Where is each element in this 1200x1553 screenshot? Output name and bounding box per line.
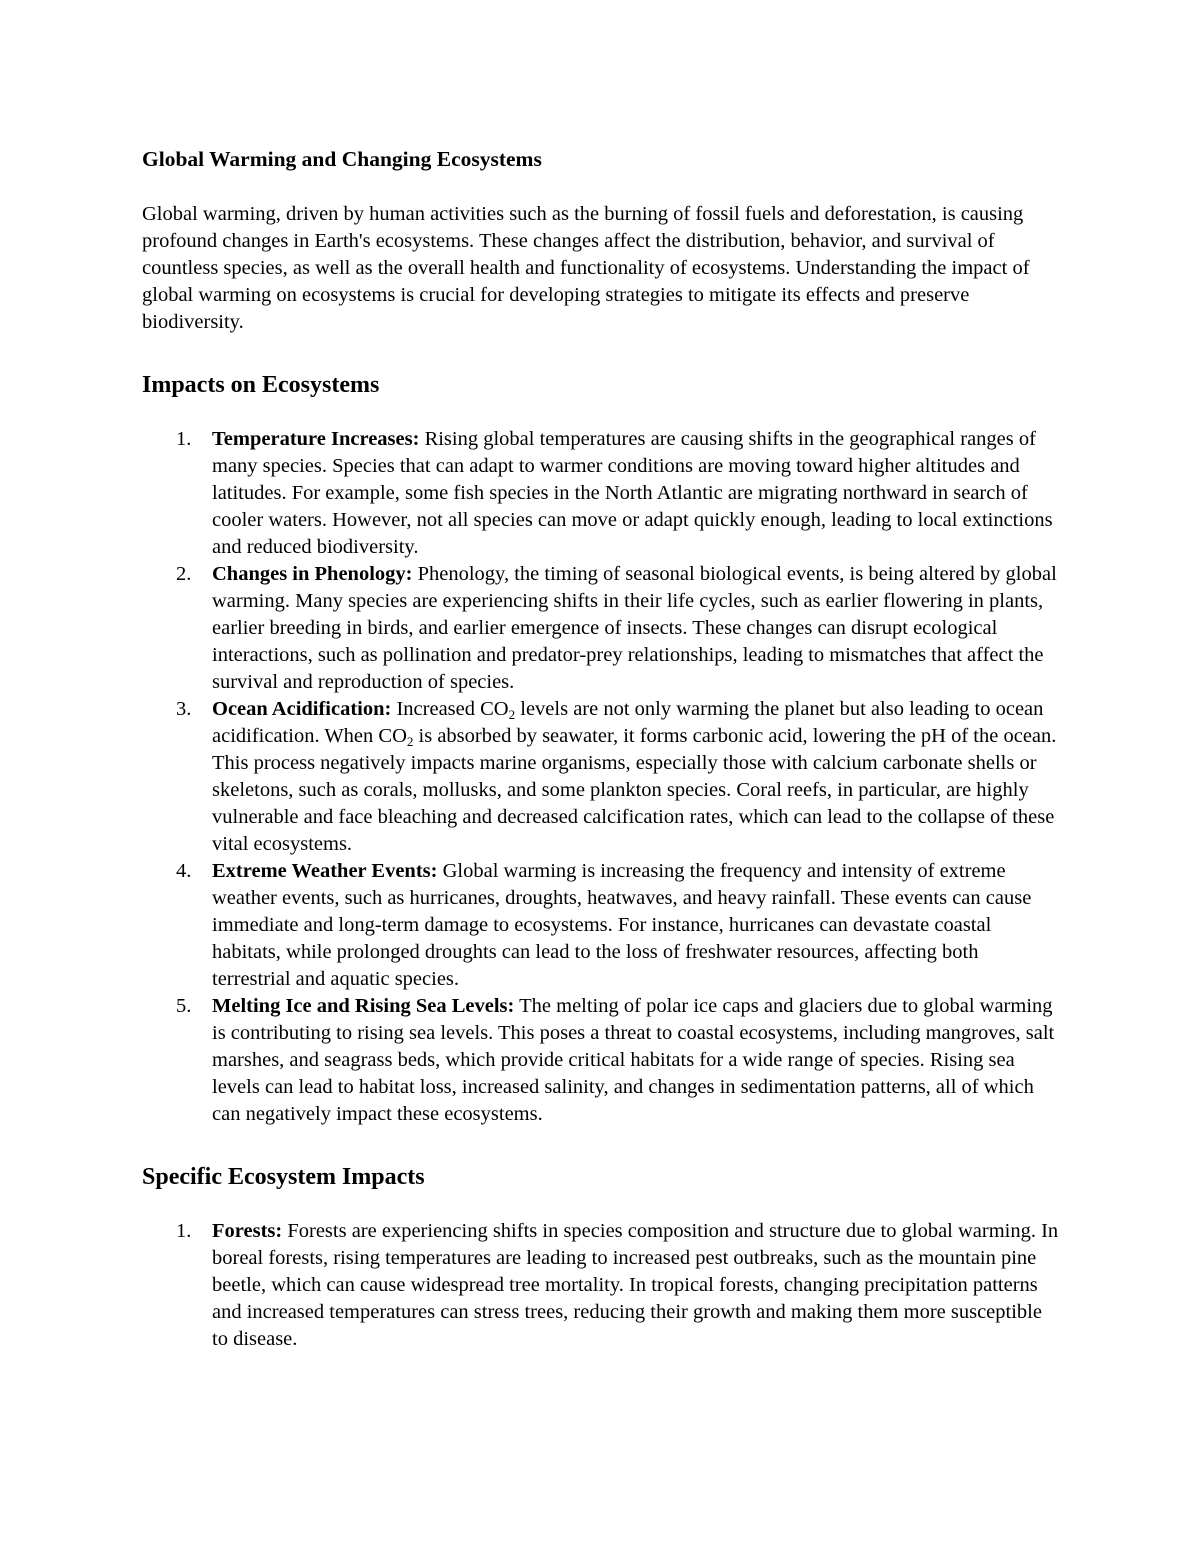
subscript: 2 [508,707,516,722]
list-number: 1. [176,1220,192,1242]
intro-paragraph: Global warming, driven by human activities such as the burning of fossil fuels and deforestation, is causing profound changes in Earth's ecosystems. These changes affect the distribution, behavior, and survival of countless species, as well as the overall health and functionality of ecosystems. Understanding the impact of global warming on ecosystems is crucial for developing strategies to mitigate its effects and preserve biodiversity. [142,203,1030,333]
list-number: 5. [176,995,192,1017]
section-heading-impacts: Impacts on Ecosystems [142,372,380,398]
list-item-text: Phenology, the timing of seasonal biological events, is being altered by global warming. Many species are experiencing shifts in their life cycles, such as earlier flowering in plants, earlier breeding in birds, and earlier emergence of insects. These changes can disrupt ecological interactions, such as pollination and predator-prey relationships, leading to mismatches that affect the survival and reproduction of species. [212,563,1057,693]
list-item-term: Extreme Weather Events: [212,860,438,882]
list-item-term: Ocean Acidification: [212,698,392,720]
list-number: 1. [176,428,192,450]
section-heading-specific: Specific Ecosystem Impacts [142,1164,425,1190]
list-item [142,993,1062,1128]
list-item-text: is absorbed by seawater, it forms carbonic acid, lowering the pH of the ocean. This process negatively impacts marine organisms, especially those with calcium carbonate shells or skeletons, such as corals, mollusks, and some plankton species. Coral reefs, in particular, are highly vulnerable and face bleaching and decreased calcification rates, which can lead to the collapse of these vital ecosystems. [212,725,1057,855]
list-item [142,858,1062,993]
list-item [142,696,1062,858]
list-item [142,426,1062,561]
list-item-text: Increased CO [391,698,509,720]
subscript: 2 [406,734,414,749]
list-item-text: levels are not only warming the planet but also leading to ocean acidification. When CO [212,698,1044,747]
list-item-term: Temperature Increases: [212,428,420,450]
list-item-text: The melting of polar ice caps and glaciers due to global warming is contributing to rising sea levels. This poses a threat to coastal ecosystems, including mangroves, salt marshes, and seagrass beds, which provide critical habitats for a wide range of species. Rising sea levels can lead to habitat loss, increased salinity, and changes in sedimentation patterns, all of which can negatively impact these ecosystems. [212,995,1055,1125]
list-number: 2. [176,563,192,585]
impacts-list [142,426,1062,1128]
document-title: Global Warming and Changing Ecosystems [142,147,542,171]
list-item-term: Forests: [212,1220,283,1242]
list-item-text: Global warming is increasing the frequency and intensity of extreme weather events, such as hurricanes, droughts, heatwaves, and heavy rainfall. These events can cause immediate and long-term damage to ecosystems. For instance, hurricanes can devastate coastal habitats, while prolonged droughts can lead to the loss of freshwater resources, affecting both terrestrial and aquatic species. [212,860,1032,990]
list-item-term: Melting Ice and Rising Sea Levels: [212,995,515,1017]
list-item-term: Changes in Phenology: [212,563,413,585]
specific-impacts-list [142,1218,1062,1353]
list-item-text: Rising global temperatures are causing shifts in the geographical ranges of many species. Species that can adapt to warmer conditions are moving toward higher altitudes and latitudes. For example, some fish species in the North Atlantic are migrating northward in search of cooler waters. However, not all species can move or adapt quickly enough, leading to local extinctions and reduced biodiversity. [212,428,1053,558]
document-page [142,144,1062,1387]
list-item-text: Forests are experiencing shifts in species composition and structure due to global warming. In boreal forests, rising temperatures are leading to increased pest outbreaks, such as the mountain pine beetle, which can cause widespread tree mortality. In tropical forests, changing precipitation patterns and increased temperatures can stress trees, reducing their growth and making them more susceptible to disease. [212,1220,1059,1350]
list-number: 4. [176,860,192,882]
list-item [142,1218,1062,1353]
list-item [142,561,1062,696]
list-number: 3. [176,698,192,720]
